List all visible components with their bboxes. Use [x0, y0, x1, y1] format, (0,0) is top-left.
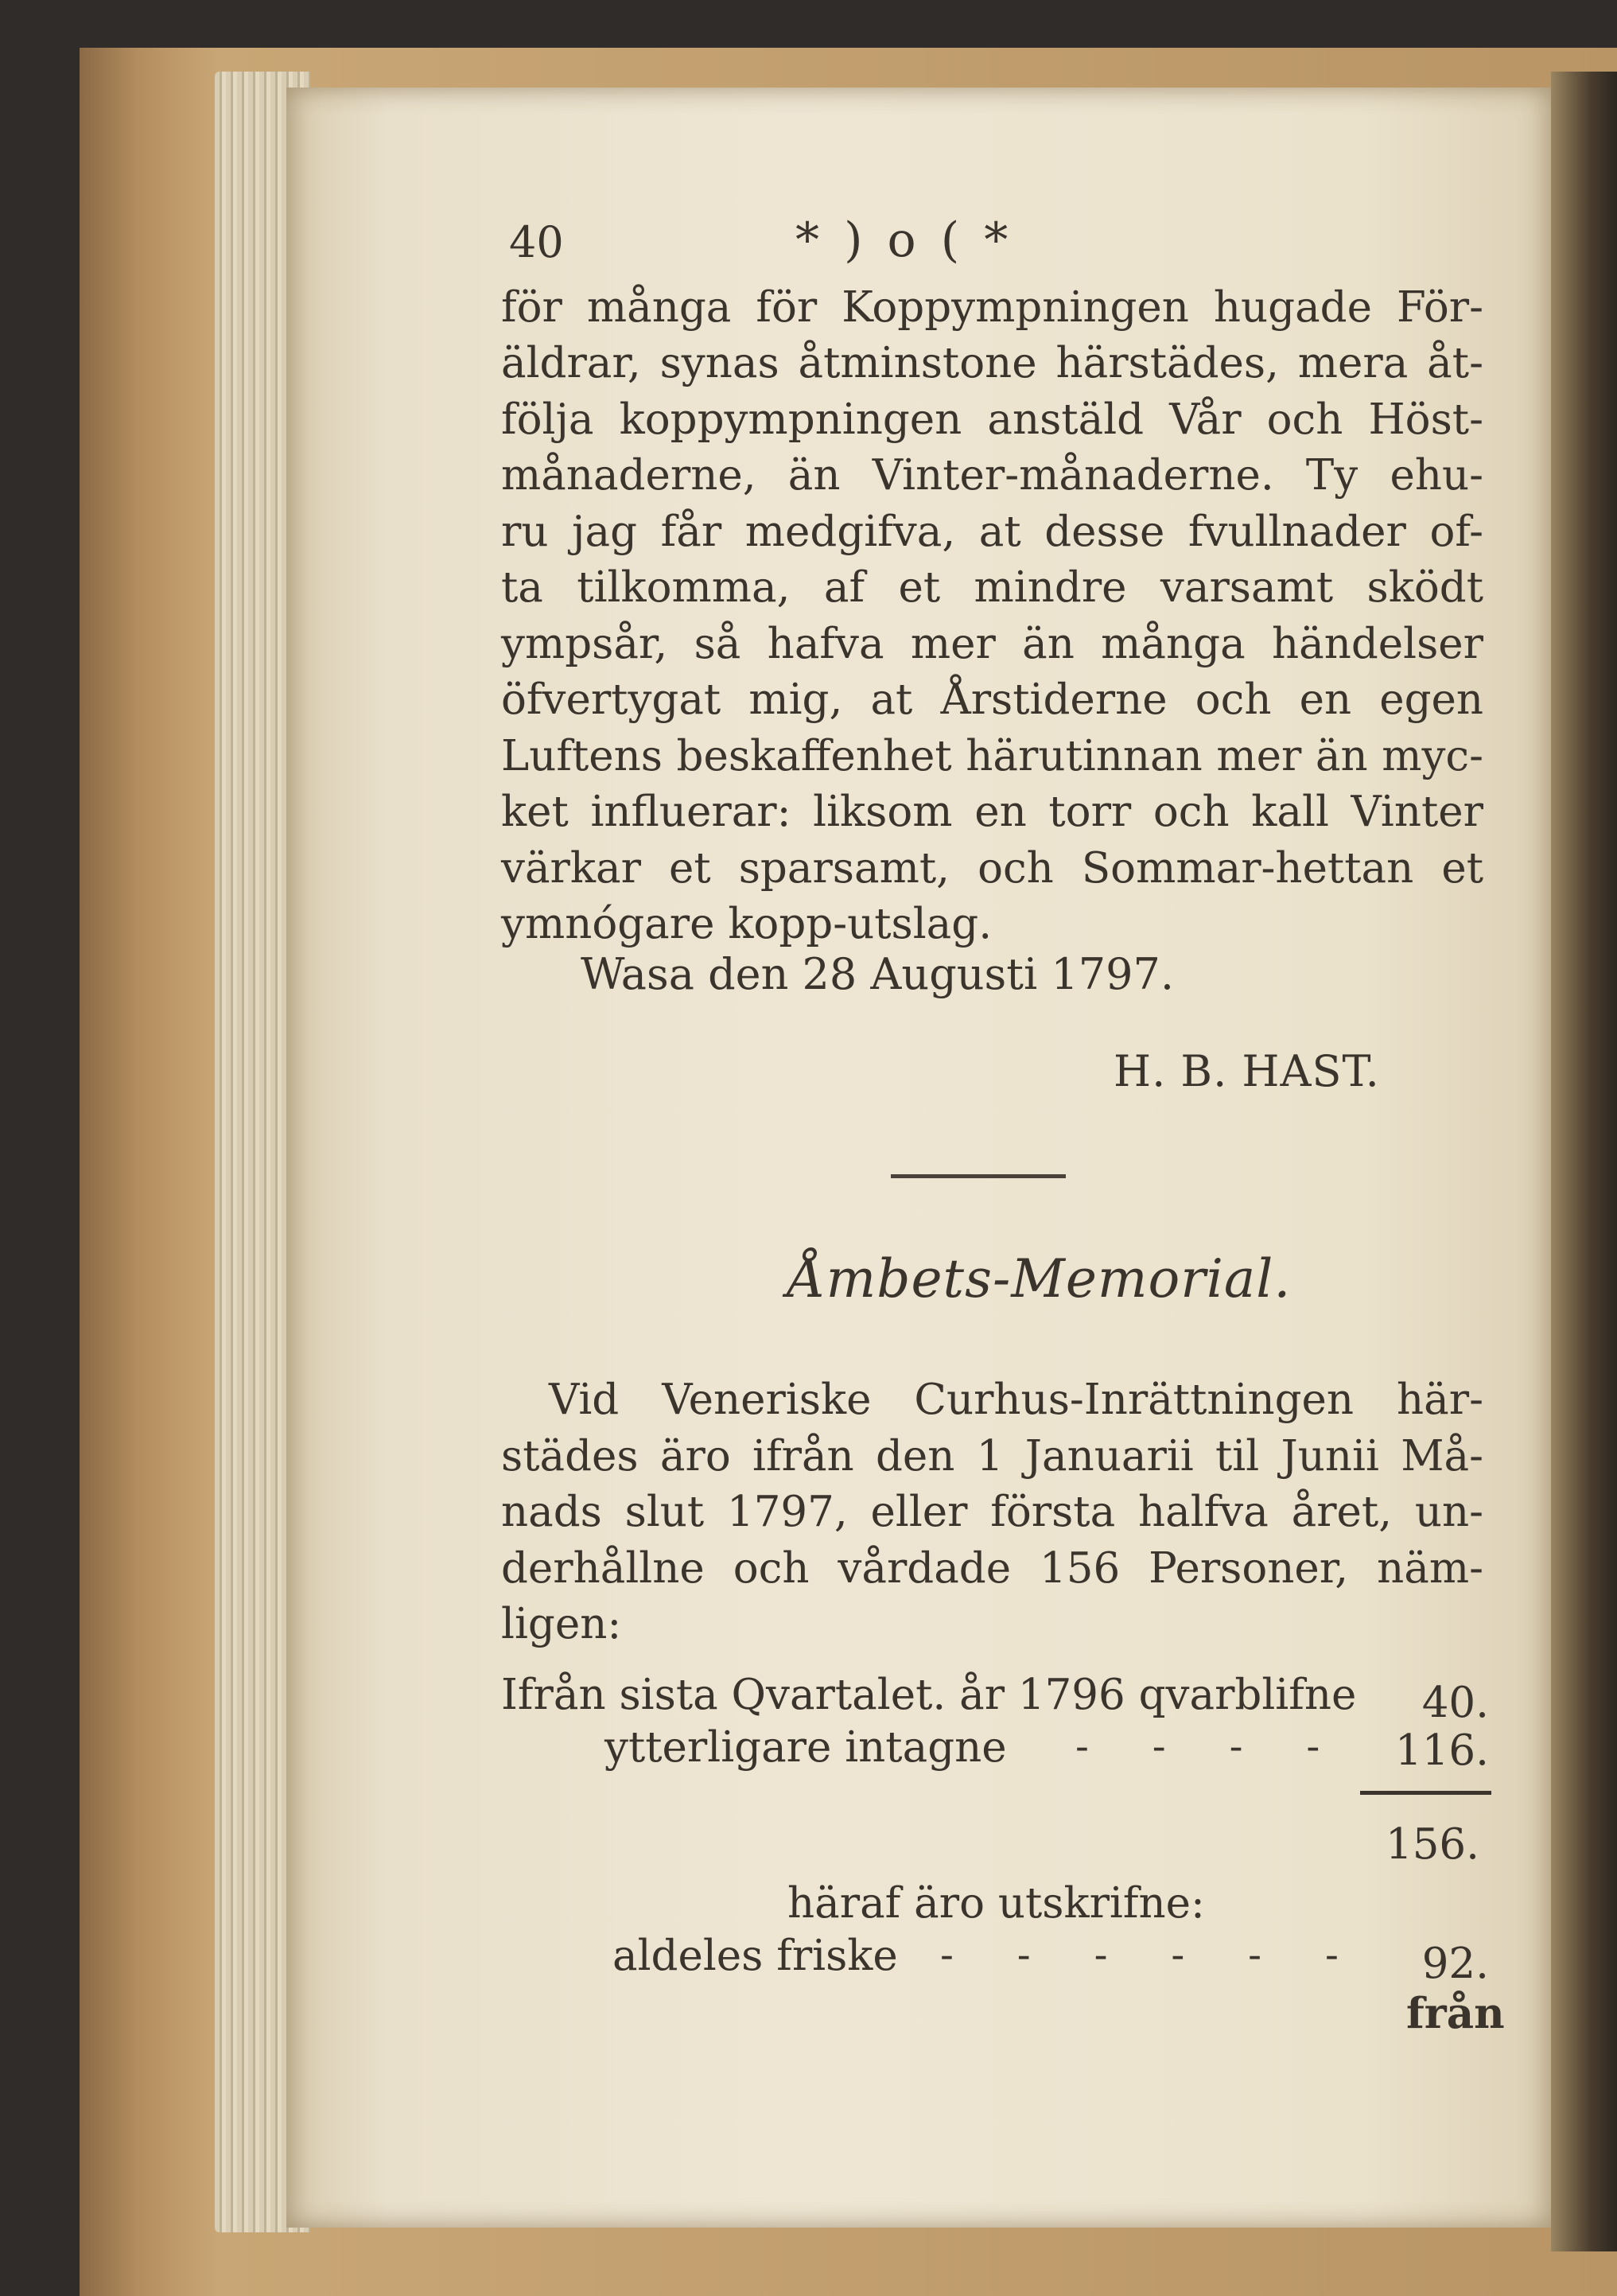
- memorial-line: nads slut 1797, eller första halfva året, un-: [501, 1488, 1483, 1536]
- letter-line: Luftens beskaffenhet härutinnan mer än myc-: [501, 732, 1483, 780]
- letter-line: ru jag får medgifva, at desse fvullnader of-: [501, 508, 1483, 556]
- catchword: från: [1406, 1989, 1505, 2038]
- section-title: Åmbets-Memorial.: [787, 1248, 1292, 1309]
- calc-label: Ifrån sista Qvartalet. år 1796 qvarblifne: [501, 1671, 1357, 1719]
- calc-label: ytterligare intagne: [604, 1723, 1007, 1772]
- place-date: Wasa den 28 Augusti 1797.: [581, 949, 1174, 999]
- memorial-line: derhållne och vårdade 156 Personer, näm-: [501, 1544, 1483, 1593]
- letter-line: för många för Koppympningen hugade För-: [501, 283, 1483, 332]
- calc-total: 156.: [1385, 1820, 1479, 1869]
- letter-line: värkar et sparsamt, och Sommar-hettan et: [501, 844, 1483, 893]
- signature: H. B. HAST.: [1114, 1046, 1380, 1096]
- header-ornament: * ) o ( *: [795, 212, 1013, 268]
- memorial-line: ligen:: [501, 1600, 622, 1648]
- letter-line: ta tilkomma, af et mindre varsamt sködt: [501, 563, 1483, 612]
- memorial-line: städes äro ifrån den 1 Januarii til Junii Må-: [501, 1432, 1483, 1481]
- calc-value: 40.: [1421, 1679, 1489, 1727]
- letter-line: ymnógare kopp-utslag.: [501, 900, 993, 948]
- letter-line: äldrar, synas åtminstone härstädes, mera åt-: [501, 339, 1483, 387]
- section-divider: [891, 1174, 1066, 1178]
- outcome-label: aldeles friske: [612, 1932, 898, 1980]
- letter-line: följa koppympningen anstäld Vår och Höst-: [501, 395, 1483, 444]
- subheading: häraf äro utskrifne:: [787, 1879, 1205, 1928]
- letter-line: öfvertygat mig, at Årstiderne och en egen: [501, 675, 1483, 724]
- letter-line: ympsår, så hafva mer än många händelser: [501, 620, 1483, 668]
- leader-dots: - - - - - -: [940, 1932, 1364, 1978]
- outcome-value: 92.: [1421, 1940, 1489, 1988]
- leader-dots: - - - -: [1075, 1723, 1346, 1769]
- memorial-line: Vid Veneriske Curhus-Inrättningen här-: [549, 1376, 1483, 1424]
- letter-line: ket influerar: liksom en torr och kall Vinter: [501, 788, 1483, 836]
- sum-rule: [1360, 1791, 1491, 1795]
- page-number: 40: [509, 217, 564, 267]
- letter-line: månaderne, än Vinter-månaderne. Ty ehu-: [501, 451, 1483, 500]
- calc-value: 116.: [1394, 1726, 1489, 1775]
- book-gutter: [1551, 72, 1617, 2251]
